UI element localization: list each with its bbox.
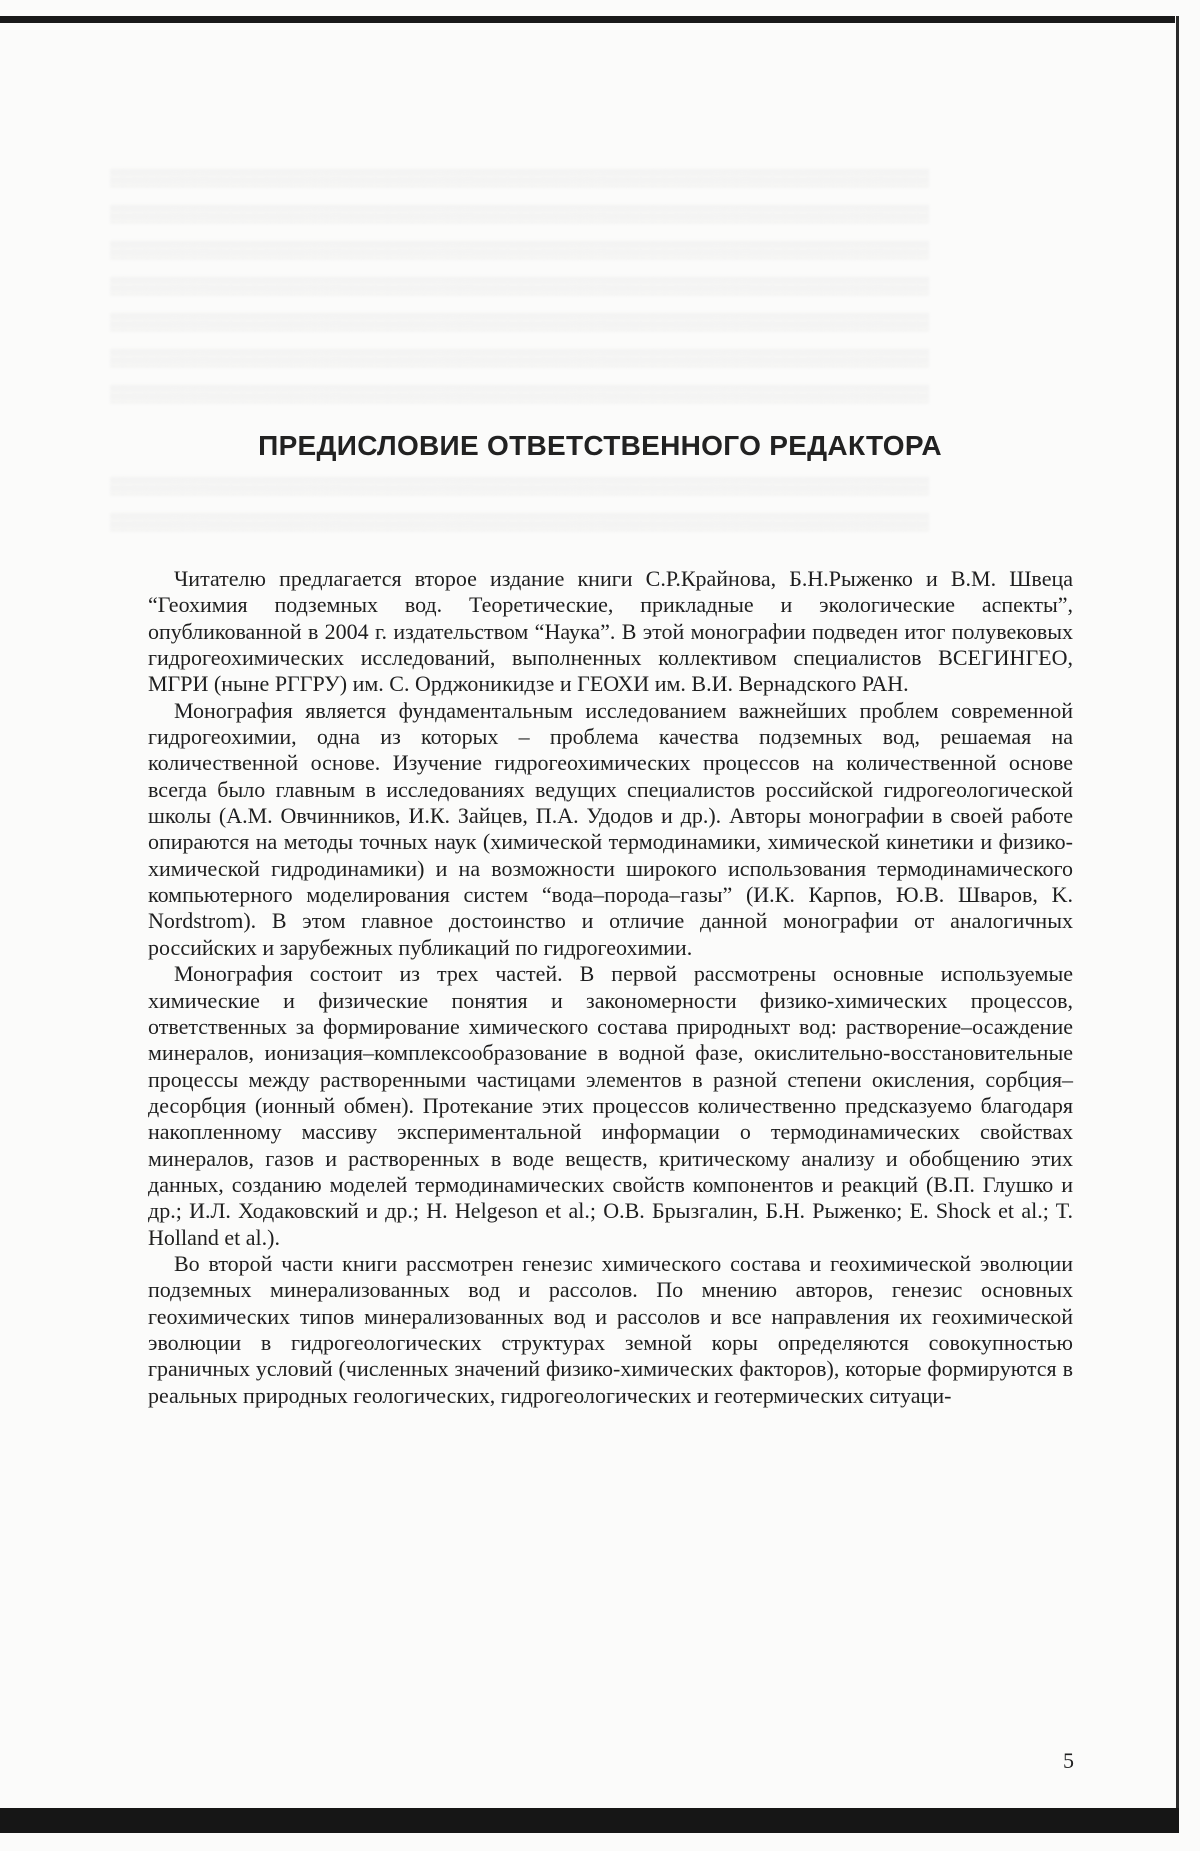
bleed-through-line: ▒▒▒▒▒▒▒▒▒▒▒▒▒▒▒▒▒▒▒▒▒▒▒▒▒▒▒▒▒▒▒▒▒▒▒▒▒▒▒▒▒▒▒▒▒▒▒▒▒▒▒▒▒▒▒▒▒▒▒▒▒▒▒▒▒▒▒▒	[110, 476, 930, 495]
bleed-through-line: ▒▒▒▒▒▒▒▒▒▒▒▒▒▒▒▒▒▒▒▒▒▒▒▒▒▒▒▒▒▒▒▒▒▒▒▒▒▒▒▒▒▒▒▒▒▒▒▒▒▒▒▒▒▒▒▒▒▒▒▒▒▒▒▒▒▒▒▒	[110, 312, 930, 331]
paragraph: Читателю предлагается второе издание книги С.Р.Крайнова, Б.Н.Рыженко и В.М. Швеца “Геохимия подземных вод. Теоретические, прикладные и экологические аспекты”, опубликованной в 2004 г. издательством “Наука”. В этой монографии подведен итог полувековых гидрогеохимических исследований, выполненных коллективом специалистов ВСЕГИНГЕО, МГРИ (ныне РГГРУ) им. С. Орджоникидзе и ГЕОХИ им. В.И. Вернадского РАН.	[148, 566, 1073, 697]
bleed-through-line: ▒▒▒▒▒▒▒▒▒▒▒▒▒▒▒▒▒▒▒▒▒▒▒▒▒▒▒▒▒▒▒▒▒▒▒▒▒▒▒▒▒▒▒▒▒▒▒▒▒▒▒▒▒▒▒▒▒▒▒▒▒▒▒▒▒▒▒▒	[110, 512, 930, 531]
body-text	[148, 566, 1073, 1409]
right-edge-line	[1176, 16, 1179, 1816]
paragraph: Монография состоит из трех частей. В первой рассмотрены основные используемые химические и физические понятия и закономерности физико-химических процессов, ответственных за формирование химического состава природныхт вод: растворение–осаждение минералов, ионизация–комплексообразование в водной фазе, окислительно-восстановительные процессы между растворенными частицами элементов в разной степени окисления, сорбция–десорбция (ионный обмен). Протекание этих процессов количественно предсказуемо благодаря накопленному массиву экспериментальной информации о термодинамических свойствах минералов, газов и растворенных в воде веществ, критическому анализу и обобщению этих данных, созданию моделей термодинамических свойств компонентов и реакций (В.П. Глушко и др.; И.Л. Ходаковский и др.; H. Helgeson et al.; О.В. Брызгалин, Б.Н. Рыженко; E. Shock et al.; T. Holland et al.).	[148, 961, 1073, 1250]
top-border-line	[0, 16, 1175, 23]
page-number: 5	[1063, 1748, 1074, 1773]
bleed-through-line: ▒▒▒▒▒▒▒▒▒▒▒▒▒▒▒▒▒▒▒▒▒▒▒▒▒▒▒▒▒▒▒▒▒▒▒▒▒▒▒▒▒▒▒▒▒▒▒▒▒▒▒▒▒▒▒▒▒▒▒▒▒▒▒▒▒▒▒▒	[110, 348, 930, 367]
paragraph: Монография является фундаментальным исследованием важнейших проблем современной гидрогеохимии, одна из которых – проблема качества подземных вод, решаемая на количественной основе. Изучение гидрогеохимических процессов на количественной основе всегда было главным в исследованиях ведущих специалистов российской гидрогеологической школы (А.М. Овчинников, И.К. Зайцев, П.А. Удодов и др.). Авторы монографии в своей работе опираются на методы точных наук (химической термодинамики, химической кинетики и физико-химической гидродинамики) и на возможности широкого использования термодинамического компьютерного моделирования систем “вода–порода–газы” (И.К. Карпов, Ю.В. Шваров, K. Nordstrom). В этом главное достоинство и отличие данной монографии от аналогичных российских и зарубежных публикаций по гидрогеохимии.	[148, 697, 1073, 960]
bleed-through-line: ▒▒▒▒▒▒▒▒▒▒▒▒▒▒▒▒▒▒▒▒▒▒▒▒▒▒▒▒▒▒▒▒▒▒▒▒▒▒▒▒▒▒▒▒▒▒▒▒▒▒▒▒▒▒▒▒▒▒▒▒▒▒▒▒▒▒▒▒	[110, 240, 930, 259]
page-title: ПРЕДИСЛОВИЕ ОТВЕТСТВЕННОГО РЕДАКТОРА	[258, 430, 942, 461]
bleed-through-line: ▒▒▒▒▒▒▒▒▒▒▒▒▒▒▒▒▒▒▒▒▒▒▒▒▒▒▒▒▒▒▒▒▒▒▒▒▒▒▒▒▒▒▒▒▒▒▒▒▒▒▒▒▒▒▒▒▒▒▒▒▒▒▒▒▒▒▒▒	[110, 276, 930, 295]
bottom-border-band	[0, 1808, 1179, 1833]
paragraph: Во второй части книги рассмотрен генезис химического состава и геохимической эволюции подземных минерализованных вод и рассолов. По мнению авторов, генезис основных геохимических типов минерализованных вод и рассолов и все направления их геохимической эволюции в гидрогеологических структурах земной коры определяются совокупностью граничных условий (численных значений физико-химических факторов), которые формируются в реальных природных геологических, гидрогеологических и геотермических ситуаци-	[148, 1250, 1073, 1408]
bleed-through-line: ▒▒▒▒▒▒▒▒▒▒▒▒▒▒▒▒▒▒▒▒▒▒▒▒▒▒▒▒▒▒▒▒▒▒▒▒▒▒▒▒▒▒▒▒▒▒▒▒▒▒▒▒▒▒▒▒▒▒▒▒▒▒▒▒▒▒▒▒	[110, 384, 930, 403]
bleed-through-line: ▒▒▒▒▒▒▒▒▒▒▒▒▒▒▒▒▒▒▒▒▒▒▒▒▒▒▒▒▒▒▒▒▒▒▒▒▒▒▒▒▒▒▒▒▒▒▒▒▒▒▒▒▒▒▒▒▒▒▒▒▒▒▒▒▒▒▒▒	[110, 204, 930, 223]
bleed-through-line: ▒▒▒▒▒▒▒▒▒▒▒▒▒▒▒▒▒▒▒▒▒▒▒▒▒▒▒▒▒▒▒▒▒▒▒▒▒▒▒▒▒▒▒▒▒▒▒▒▒▒▒▒▒▒▒▒▒▒▒▒▒▒▒▒▒▒▒▒	[110, 168, 930, 187]
